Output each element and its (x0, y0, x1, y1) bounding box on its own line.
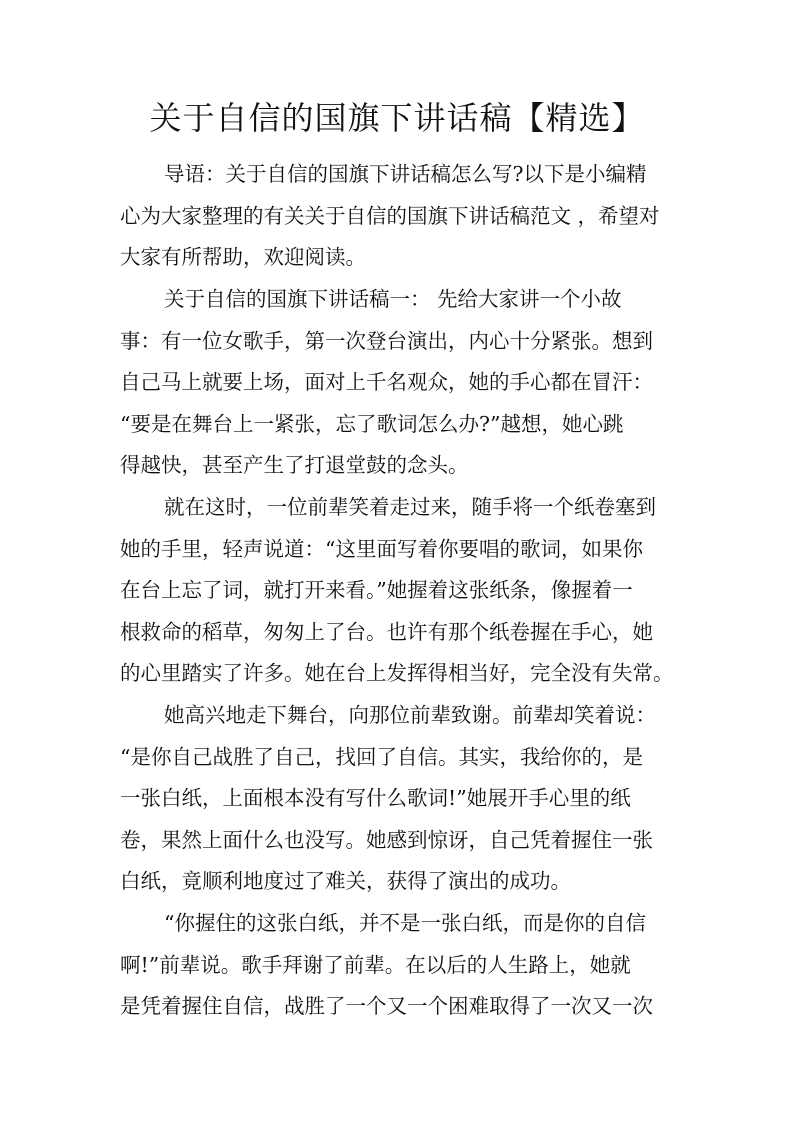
page-title: 关于自信的国旗下讲话稿【精选】 (149, 99, 645, 137)
body-line: 白纸，竟顺利地度过了难关，获得了演出的成功。 (120, 869, 571, 893)
body-line: 大家有所帮助，欢迎阅读。 (120, 245, 366, 269)
body-line: 卷，果然上面什么也没写。她感到惊讶，自己凭着握住一张 (120, 828, 653, 852)
body-line: 导语：关于自信的国旗下讲话稿怎么写?以下是小编精 (164, 162, 647, 186)
body-line: 她的手里，轻声说道：“这里面写着你要唱的歌词，如果你 (120, 537, 643, 561)
body-line: 得越快，甚至产生了打退堂鼓的念头。 (120, 453, 469, 477)
body-line: 啊!”前辈说。歌手拜谢了前辈。在以后的人生路上，她就 (120, 953, 631, 977)
body-line: 她高兴地走下舞台，向那位前辈致谢。前辈却笑着说： (164, 703, 656, 727)
body-line: “你握住的这张白纸，并不是一张白纸，而是你的自信 (164, 911, 646, 935)
body-line: 就在这时，一位前辈笑着走过来，随手将一个纸卷塞到 (164, 495, 656, 519)
body-line: 在台上忘了词，就打开来看。”她握着这张纸条，像握着一 (120, 578, 633, 602)
body-line: 的心里踏实了许多。她在台上发挥得相当好，完全没有失常。 (120, 661, 674, 685)
body-line: 事：有一位女歌手，第一次登台演出，内心十分紧张。想到 (120, 329, 653, 353)
body-line: 自己马上就要上场，面对上千名观众，她的手心都在冒汗： (120, 370, 653, 394)
body-line: 心为大家整理的有关关于自信的国旗下讲话稿范文 ，希望对 (120, 204, 660, 228)
body-line: 关于自信的国旗下讲话稿一： 先给大家讲一个小故 (164, 287, 622, 311)
body-line: “要是在舞台上一紧张，忘了歌词怎么办?”越想，她心跳 (120, 412, 624, 436)
body-line: 是凭着握住自信，战胜了一个又一个困难取得了一次又一次 (120, 994, 653, 1018)
body-line: 一张白纸，上面根本没有写什么歌词!”她展开手心里的纸 (120, 786, 631, 810)
body-line: “是你自己战胜了自己，找回了自信。其实，我给你的，是 (120, 745, 643, 769)
body-line: 根救命的稻草，匆匆上了台。也许有那个纸卷握在手心，她 (120, 620, 653, 644)
